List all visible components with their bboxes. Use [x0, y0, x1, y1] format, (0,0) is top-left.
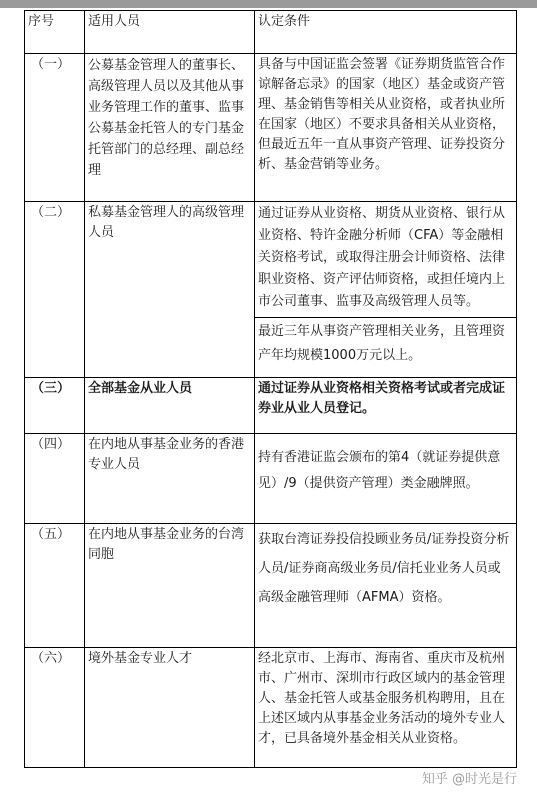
row-number: （六）	[25, 648, 85, 768]
top-border-strip	[0, 0, 537, 8]
row-conditions: 具备与中国证监会签署《证券期货监管合作谅解备忘录》的国家（地区）基金或资产管理、基金销售等相关从业资格，或者执业所在国家（地区）不要求具备相关从业资格，但最近五年一直从事资产管理、证券投资分析、基金营销等业务。	[255, 54, 517, 202]
row-personnel: 公募基金管理人的董事长、高级管理人员以及其他从事业务管理工作的董事、监事公募基金托管人的专门基金托管部门的总经理、副总经理	[85, 54, 255, 202]
row-personnel: 全部基金从业人员	[85, 378, 255, 434]
table-row	[25, 378, 517, 434]
row-conditions: 经北京市、上海市、海南省、重庆市及杭州市、广州市、深圳市行政区域内的基金管理人、基金托管人或基金服务机构聘用，且在上述区域内从事基金业务活动的境外专业人才，已具备境外基金相关从业资格。	[255, 648, 517, 768]
row-number: （二）	[25, 202, 85, 378]
table-row	[25, 54, 517, 202]
row-personnel: 私募基金管理人的高级管理人员	[85, 202, 255, 378]
row-number: （四）	[25, 434, 85, 524]
table-row	[25, 202, 517, 378]
row-number: （三）	[25, 378, 85, 434]
table-row	[25, 524, 517, 648]
row-conditions	[255, 434, 517, 524]
table-row	[25, 434, 517, 524]
row-number: （一）	[25, 54, 85, 202]
condition-text: 获取台湾证券投信投顾业务员/证券投资分析人员/证券商高级业务员/信托业业务人员或高级金融管理师（AFMA）资格。	[258, 532, 510, 605]
watermark: 知乎 @时光是行	[421, 772, 517, 787]
condition-text: 持有香港证监会颁布的第4（就证券提供意见）/9（提供资产管理）类金融牌照。	[258, 450, 501, 491]
row-personnel: 在内地从事基金业务的台湾同胞	[85, 524, 255, 648]
table-row	[25, 648, 517, 768]
row-number: （五）	[25, 524, 85, 648]
row-personnel: 在内地从事基金业务的香港专业人员	[85, 434, 255, 524]
table-header-row	[25, 11, 517, 54]
row-conditions	[255, 524, 517, 648]
row-conditions	[255, 202, 517, 378]
qualification-table	[24, 10, 517, 768]
row-personnel: 境外基金专业人才	[85, 648, 255, 768]
condition-text: 最近三年从事资产管理相关业务，且管理资产年均规模1000万元以上。	[255, 317, 516, 368]
row-conditions: 通过证券从业资格相关资格考试或者完成证券业从业人员登记。	[255, 378, 517, 434]
header-personnel: 适用人员	[85, 11, 255, 54]
condition-text: 通过证券从业资格、期货从业资格、银行从业资格、特许金融分析师（CFA）等金融相关资格考试，或取得注册会计师资格、法律职业资格、资产评估师资格，或担任境内上市公司董事、监事及高级管理人员等。	[258, 206, 506, 309]
header-conditions: 认定条件	[255, 11, 517, 54]
header-no: 序号	[25, 11, 85, 54]
